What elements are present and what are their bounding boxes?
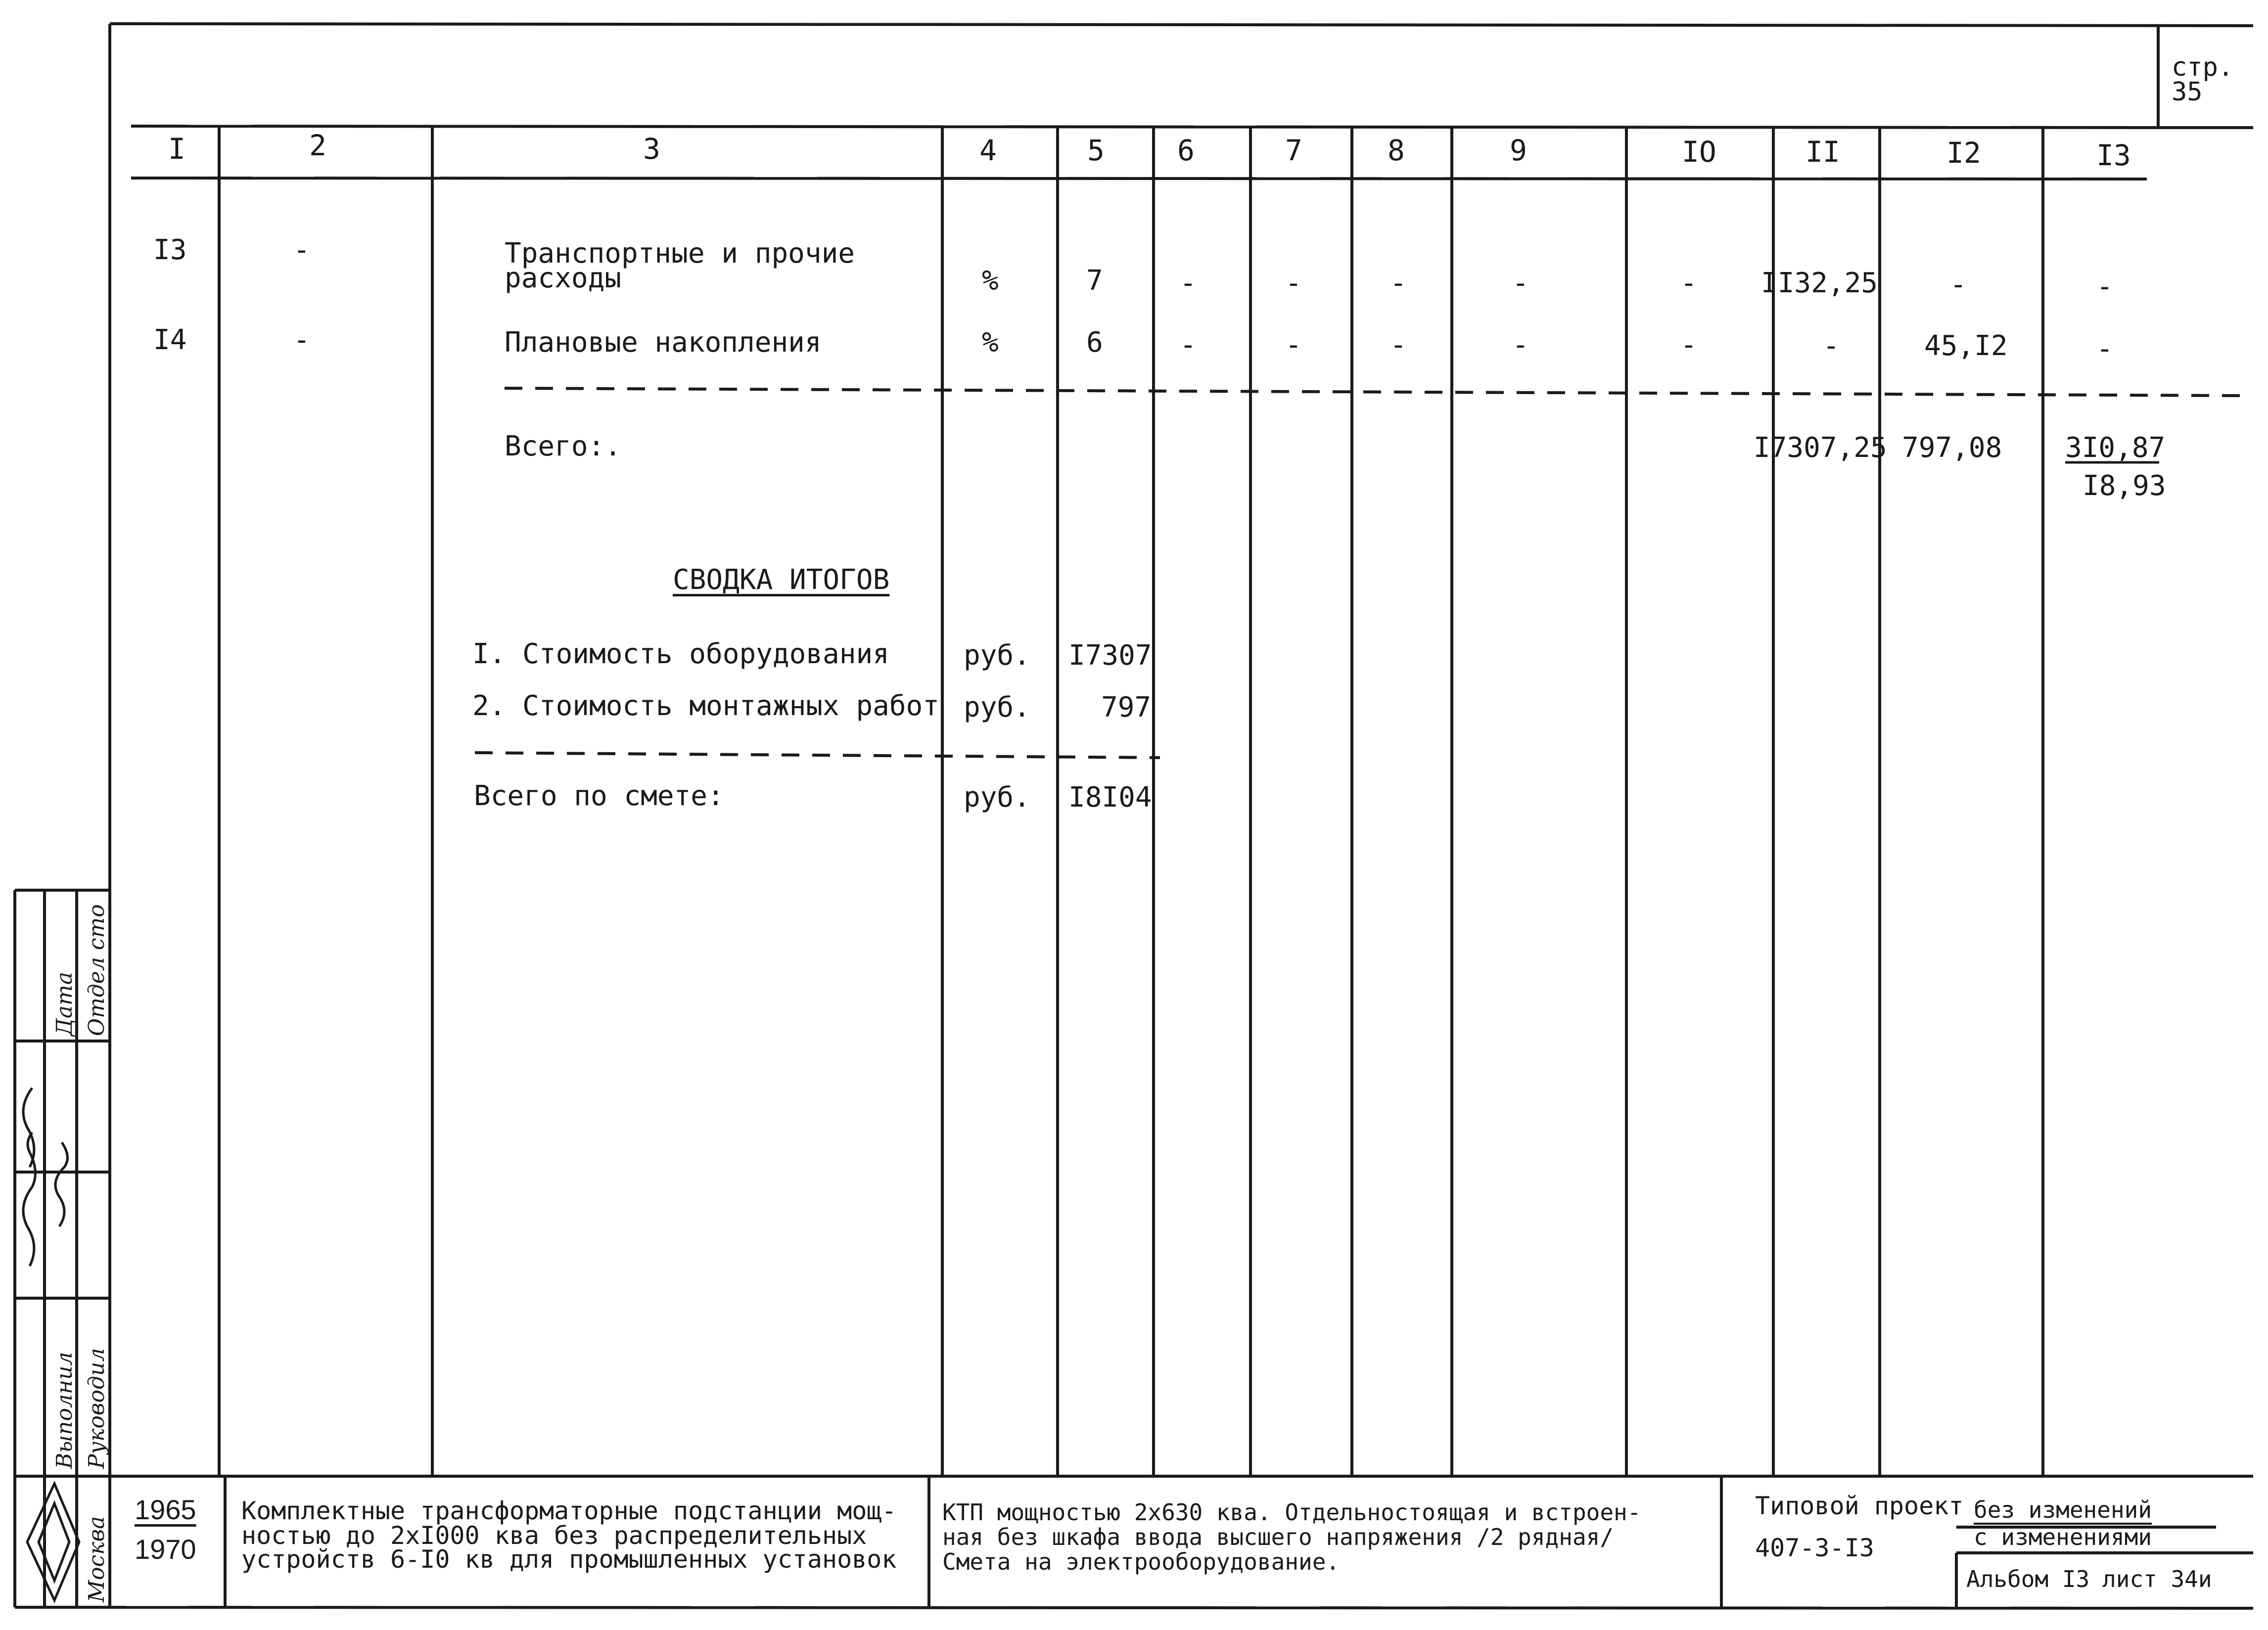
col-header-5: 5 (1087, 134, 1105, 167)
col-header-3: 3 (643, 132, 660, 166)
row-14-c6: - (1180, 329, 1197, 361)
page-number: 35 (2172, 77, 2203, 107)
row-13-qty: 7 (1086, 265, 1103, 297)
row-14-c13: - (2096, 333, 2113, 365)
row-13-c10: - (1680, 267, 1697, 299)
row-13-name-line1: Транспортные и прочие (505, 237, 855, 270)
summary-line-2-label: 2. Стоимость монтажных работ (472, 690, 940, 722)
col-header-4: 4 (979, 134, 997, 167)
title-desc-line-3: устройств 6-I0 кв для промышленных установок (241, 1545, 897, 1574)
project-label: Типовой проект (1755, 1492, 1964, 1520)
row-14-qty: 6 (1086, 326, 1103, 359)
row-14-c12: 45,I2 (1924, 330, 2008, 362)
title-desc-line-2: ностью до 2хI000 ква без распределительных (241, 1521, 867, 1550)
summary-line-1-label: I. Стоимость оборудования (472, 638, 889, 670)
row-13-c11: II32,25 (1761, 267, 1878, 299)
row-13-num: I3 (153, 234, 187, 266)
col-header-6: 6 (1177, 134, 1195, 167)
title-year-1: 1965 (135, 1494, 196, 1525)
change-with: с изменениями (1974, 1524, 2152, 1550)
ktp-line-3: Смета на электрооборудование. (942, 1548, 1340, 1575)
summary-line-2-value: 797 (1101, 691, 1152, 724)
summary-title: СВОДКА ИТОГОВ (673, 564, 890, 596)
row-13-c8: - (1390, 267, 1407, 299)
row-14-c7: - (1285, 329, 1302, 361)
project-number: 407-3-I3 (1755, 1534, 1874, 1562)
col-header-13: I3 (2096, 138, 2131, 172)
page-label-prefix: стр. (2172, 52, 2234, 82)
col-header-7: 7 (1285, 134, 1302, 167)
summary-line-1-value: I7307 (1068, 639, 1152, 672)
row-13-code: - (293, 234, 310, 266)
summary-line-1-unit: руб. (964, 639, 1030, 672)
col-header-11: II (1805, 135, 1840, 169)
row-13-name-line2: расходы (505, 262, 622, 294)
row-14-unit: % (982, 326, 999, 359)
grand-total-unit: руб. (964, 781, 1030, 814)
total-c13-bottom: I8,93 (2083, 470, 2166, 502)
sheet-label: лист 34и (2102, 1566, 2212, 1592)
stamp-city: Москва (84, 1516, 109, 1602)
total-c11: I7307,25 (1754, 432, 1887, 464)
row-14-name: Плановые накопления (505, 326, 822, 359)
title-year-2: 1970 (135, 1534, 196, 1565)
row-14-c10: - (1680, 329, 1697, 361)
grand-total-label: Всего по смете: (474, 780, 724, 812)
stamp-col2-label: Дата (52, 972, 77, 1036)
col-header-8: 8 (1388, 134, 1405, 167)
total-c13-top: 3I0,87 (2065, 432, 2166, 464)
stamp-col1-label: Отдел сто (84, 904, 109, 1036)
col-header-9: 9 (1510, 134, 1527, 167)
col-header-10: IO (1682, 135, 1716, 169)
row-13-unit: % (982, 265, 999, 297)
stamp-row-made: Выполнил (52, 1352, 77, 1469)
row-13-c13: - (2096, 271, 2113, 303)
ktp-line-2: ная без шкафа ввода высшего напряжения /2 рядная/ (942, 1524, 1614, 1550)
row-14-code: - (293, 324, 310, 356)
row-13-c12: - (1950, 269, 1967, 301)
row-13-c6: - (1180, 267, 1197, 299)
row-13-c7: - (1285, 267, 1302, 299)
stamp-row-led: Руководил (84, 1348, 109, 1469)
summary-line-2-unit: руб. (964, 691, 1030, 724)
title-desc-line-1: Комплектные трансформаторные подстанции мощ- (241, 1496, 897, 1525)
row-14-c8: - (1390, 329, 1407, 361)
row-14-num: I4 (153, 324, 187, 356)
row-14-c11: - (1823, 330, 1840, 362)
total-label: Всего:. (505, 430, 622, 462)
change-none: без изменений (1974, 1496, 2152, 1523)
total-c12: 797,08 (1902, 432, 2002, 464)
col-header-12: I2 (1946, 136, 1981, 170)
grand-total-value: I8I04 (1068, 781, 1152, 814)
album-label: Альбом I3 (1966, 1566, 2090, 1592)
row-13-c9: - (1512, 267, 1529, 299)
ktp-line-1: КТП мощностью 2х630 ква. Отдельностоящая и встроен- (942, 1499, 1641, 1526)
row-14-c9: - (1512, 329, 1529, 361)
col-header-2: 2 (309, 129, 326, 162)
col-header-1: I (168, 132, 185, 166)
